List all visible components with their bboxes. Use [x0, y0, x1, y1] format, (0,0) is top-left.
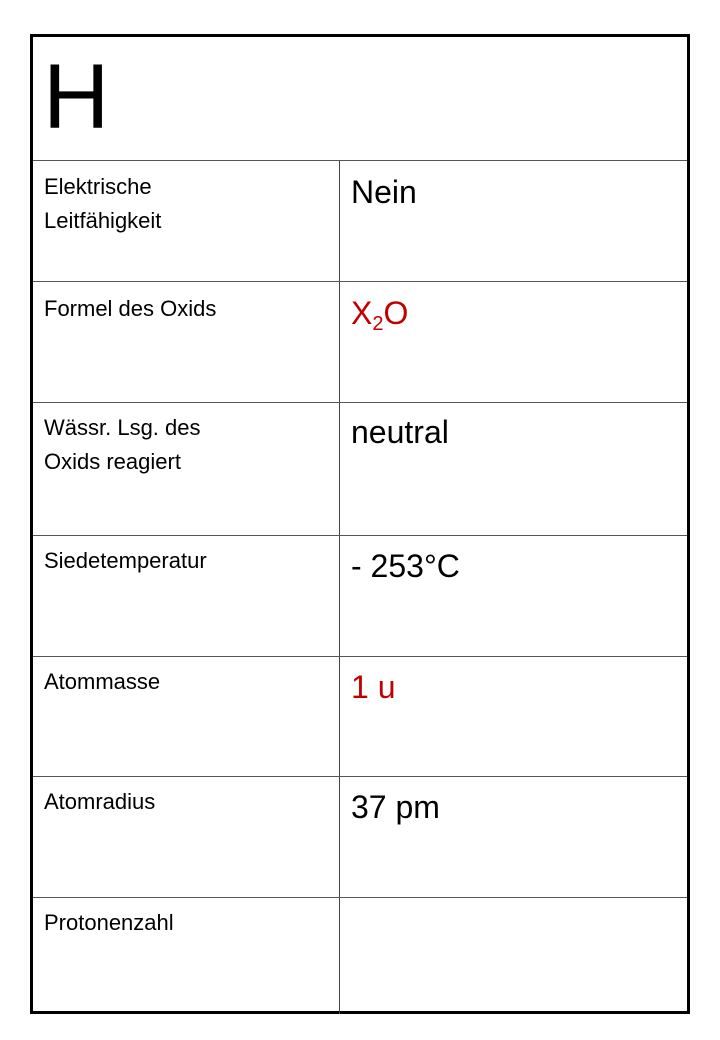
property-label-line1: Atommasse	[44, 669, 161, 694]
property-row-atomic-mass	[33, 657, 687, 777]
property-row-aqueous-solution	[33, 403, 687, 536]
property-label-line1: Siedetemperatur	[44, 548, 207, 573]
formula-suffix: O	[383, 295, 409, 331]
oxide-formula-value	[351, 294, 408, 336]
property-row-boiling-point	[33, 536, 687, 657]
property-label	[44, 665, 160, 699]
formula-prefix: X	[351, 295, 373, 331]
property-value: 37 pm	[351, 789, 440, 825]
property-label	[44, 292, 216, 326]
property-label	[44, 906, 174, 940]
property-value: Nein	[351, 174, 417, 210]
property-label-line1: Formel des Oxids	[44, 296, 217, 321]
property-label	[44, 170, 161, 238]
property-row-oxide-formula	[33, 282, 687, 403]
property-label-line1: Wässr. Lsg. des	[44, 415, 201, 440]
property-label-line1: Protonenzahl	[44, 910, 174, 935]
property-row-proton-number	[33, 898, 687, 1014]
property-label	[44, 785, 155, 819]
property-label	[44, 544, 207, 578]
element-symbol: H	[43, 46, 110, 148]
property-label-line1: Atomradius	[44, 789, 156, 814]
formula-subscript: 2	[372, 313, 384, 335]
property-row-atomic-radius	[33, 777, 687, 898]
property-value: - 253°C	[351, 548, 460, 584]
property-label-line1: Elektrische	[44, 174, 152, 199]
property-label-line2: Leitfähigkeit	[44, 208, 162, 233]
property-label-line2: Oxids reagiert	[44, 449, 181, 474]
property-label	[44, 411, 201, 479]
element-card	[30, 34, 690, 1014]
title-row	[33, 37, 687, 161]
property-value: neutral	[351, 414, 449, 450]
property-value: 1 u	[351, 669, 396, 705]
property-row-conductivity	[33, 161, 687, 282]
